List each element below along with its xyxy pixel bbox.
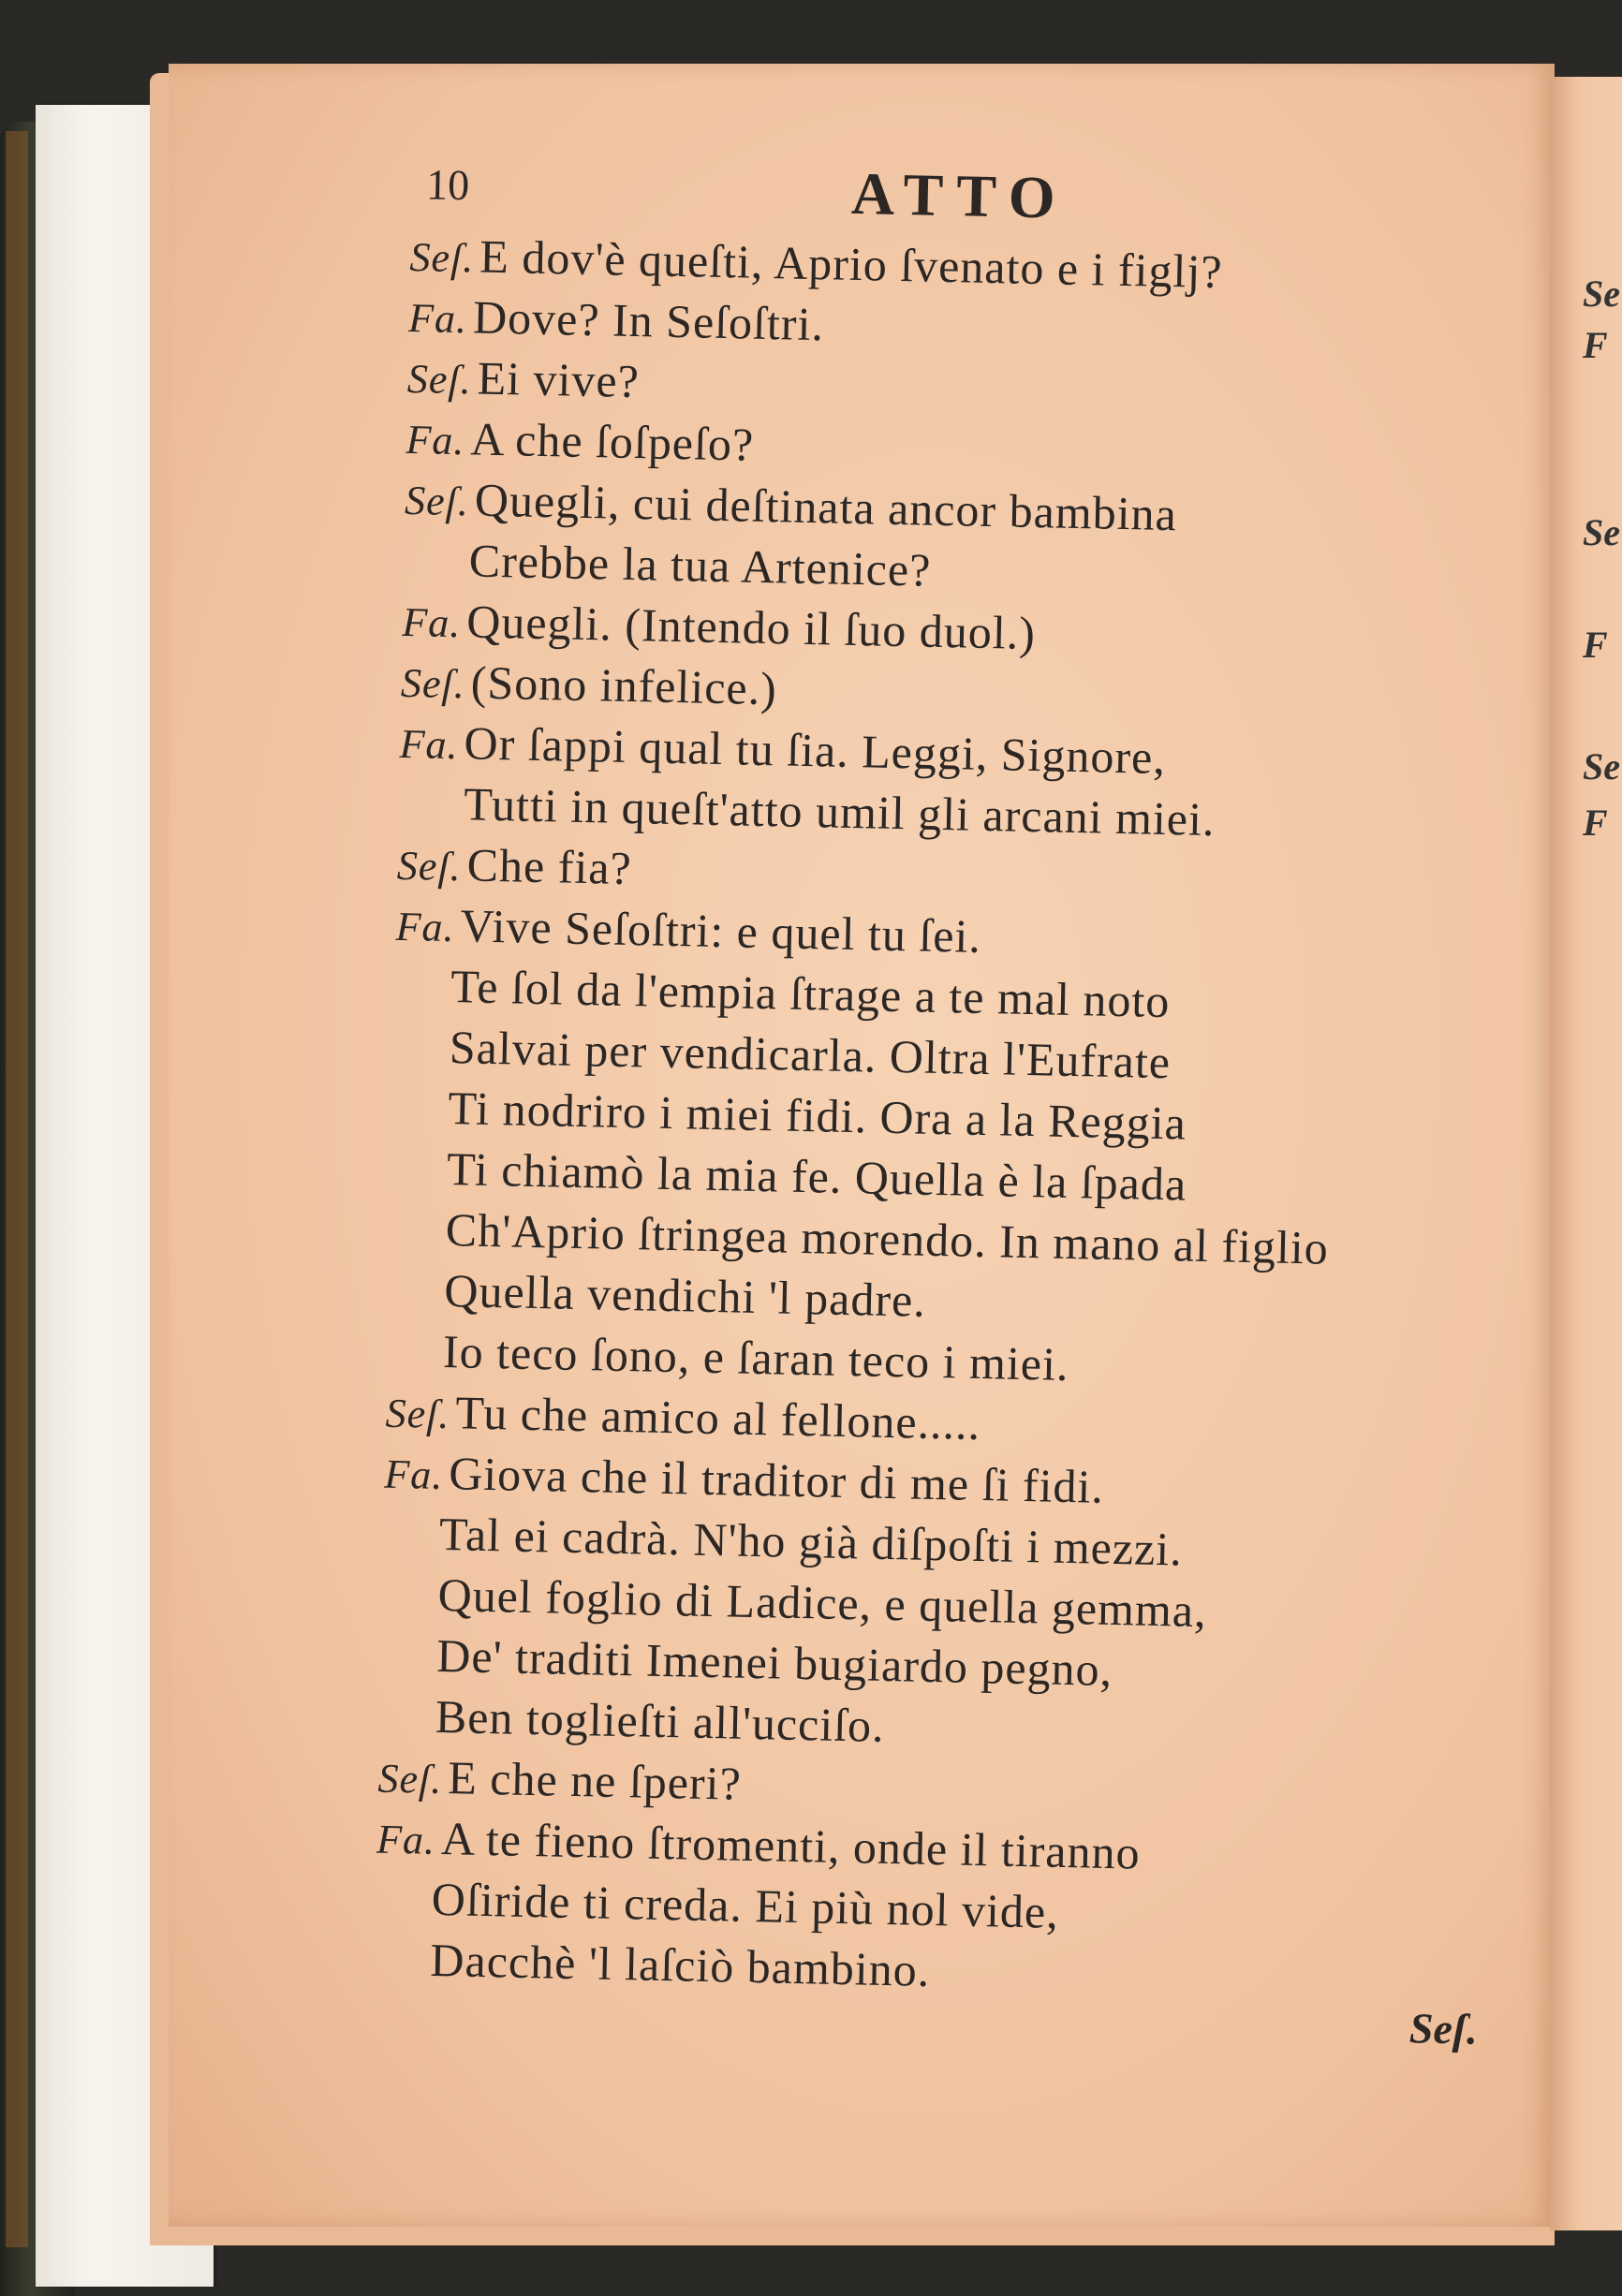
line-text: Ei vive? bbox=[477, 351, 641, 408]
page-number: 10 bbox=[425, 160, 470, 210]
speaker-label: Fa. bbox=[383, 1450, 444, 1499]
line-text: E che ne ſperi? bbox=[447, 1751, 743, 1810]
line-text: Giova che il traditor di me ſi fidi. bbox=[448, 1447, 1105, 1513]
line-text: Or ſappi qual tu ſia. Leggi, Signore, bbox=[464, 716, 1167, 784]
line-text: Dacchè 'l laſciò bambino. bbox=[429, 1933, 931, 1997]
spine-edge bbox=[6, 131, 28, 2247]
speaker-label: Seſ. bbox=[400, 659, 466, 708]
line-text: Tutti in queſt'atto umil gli arcani miei. bbox=[463, 777, 1216, 846]
text-block bbox=[374, 150, 1583, 2014]
line-text: Quella vendichi 'l padre. bbox=[443, 1263, 927, 1327]
line-text: Ti nodriro i miei fidi. Ora a la Reggia bbox=[447, 1082, 1187, 1150]
speaker-label: Fa. bbox=[376, 1816, 436, 1863]
facing-fragment: F bbox=[1583, 624, 1608, 666]
line-text: Ben toglieſti all'ucciſo. bbox=[435, 1689, 886, 1752]
line-text: Tu che amico al fellone..... bbox=[454, 1386, 981, 1450]
facing-fragment: Se bbox=[1583, 745, 1620, 787]
facing-fragment: F bbox=[1583, 802, 1608, 844]
speaker-label: Fa. bbox=[395, 903, 456, 951]
line-text: Quegli, cui deſtinata ancor bambina bbox=[474, 473, 1178, 541]
line-text: A che ſoſpeſo? bbox=[469, 412, 755, 471]
catchword: Seſ. bbox=[1408, 2004, 1479, 2053]
line-text: Ti chiamò la mia fe. Quella è la ſpada bbox=[446, 1142, 1187, 1211]
line-text: De' traditi Imenei bugiardo pegno, bbox=[435, 1628, 1113, 1697]
facing-fragment: Se bbox=[1583, 511, 1620, 553]
facing-fragment: Se bbox=[1583, 272, 1620, 315]
line-text: Che fia? bbox=[466, 838, 633, 895]
line-text: Dove? In Seſoſtri. bbox=[472, 290, 825, 351]
line-text: Te ſol da l'empia ſtrage a te mal noto bbox=[450, 960, 1171, 1028]
speaker-label: Seſ. bbox=[409, 233, 475, 282]
line-text: Quel foglio di Ladice, e quella gemma, bbox=[437, 1567, 1208, 1638]
speaker-label: Fa. bbox=[399, 720, 460, 769]
speaker-label: Seſ. bbox=[406, 355, 473, 404]
line-text: Oſiride ti creda. Ei più nol vide, bbox=[431, 1872, 1060, 1938]
line-text: Crebbe la tua Artenice? bbox=[468, 534, 932, 596]
speaker-label: Seſ. bbox=[377, 1755, 443, 1803]
speaker-label: Fa. bbox=[401, 598, 462, 647]
line-text: Ch'Aprio ſtringea morendo. In mano al figlio bbox=[445, 1203, 1330, 1274]
line-text: E dov'è queſti, Aprio ſvenato e i figlj? bbox=[479, 229, 1224, 299]
line-text: Salvai per vendicarla. Oltra l'Eufrate bbox=[449, 1021, 1172, 1089]
line-text: Io teco ſono, e ſaran teco i miei. bbox=[442, 1324, 1070, 1391]
line-text: (Sono infelice.) bbox=[470, 655, 778, 715]
line-text: A te fieno ſtromenti, onde il tiranno bbox=[440, 1812, 1142, 1879]
speaker-label: Fa. bbox=[407, 294, 468, 343]
line-text: Tal ei cadrà. N'ho già diſpoſti i mezzi. bbox=[438, 1507, 1184, 1576]
speaker-label: Fa. bbox=[406, 416, 465, 464]
speaker-label: Seſ. bbox=[404, 477, 470, 525]
line-text: Quegli. (Intendo il ſuo duol.) bbox=[465, 595, 1037, 660]
verse-lines bbox=[374, 225, 1581, 2014]
running-head: ATTO bbox=[850, 159, 1069, 231]
speaker-label: Seſ. bbox=[396, 842, 463, 890]
line-text: Vive Seſoſtri: e quel tu ſei. bbox=[459, 899, 982, 963]
speaker-label: Seſ. bbox=[385, 1390, 451, 1438]
facing-fragment: F bbox=[1583, 324, 1608, 366]
